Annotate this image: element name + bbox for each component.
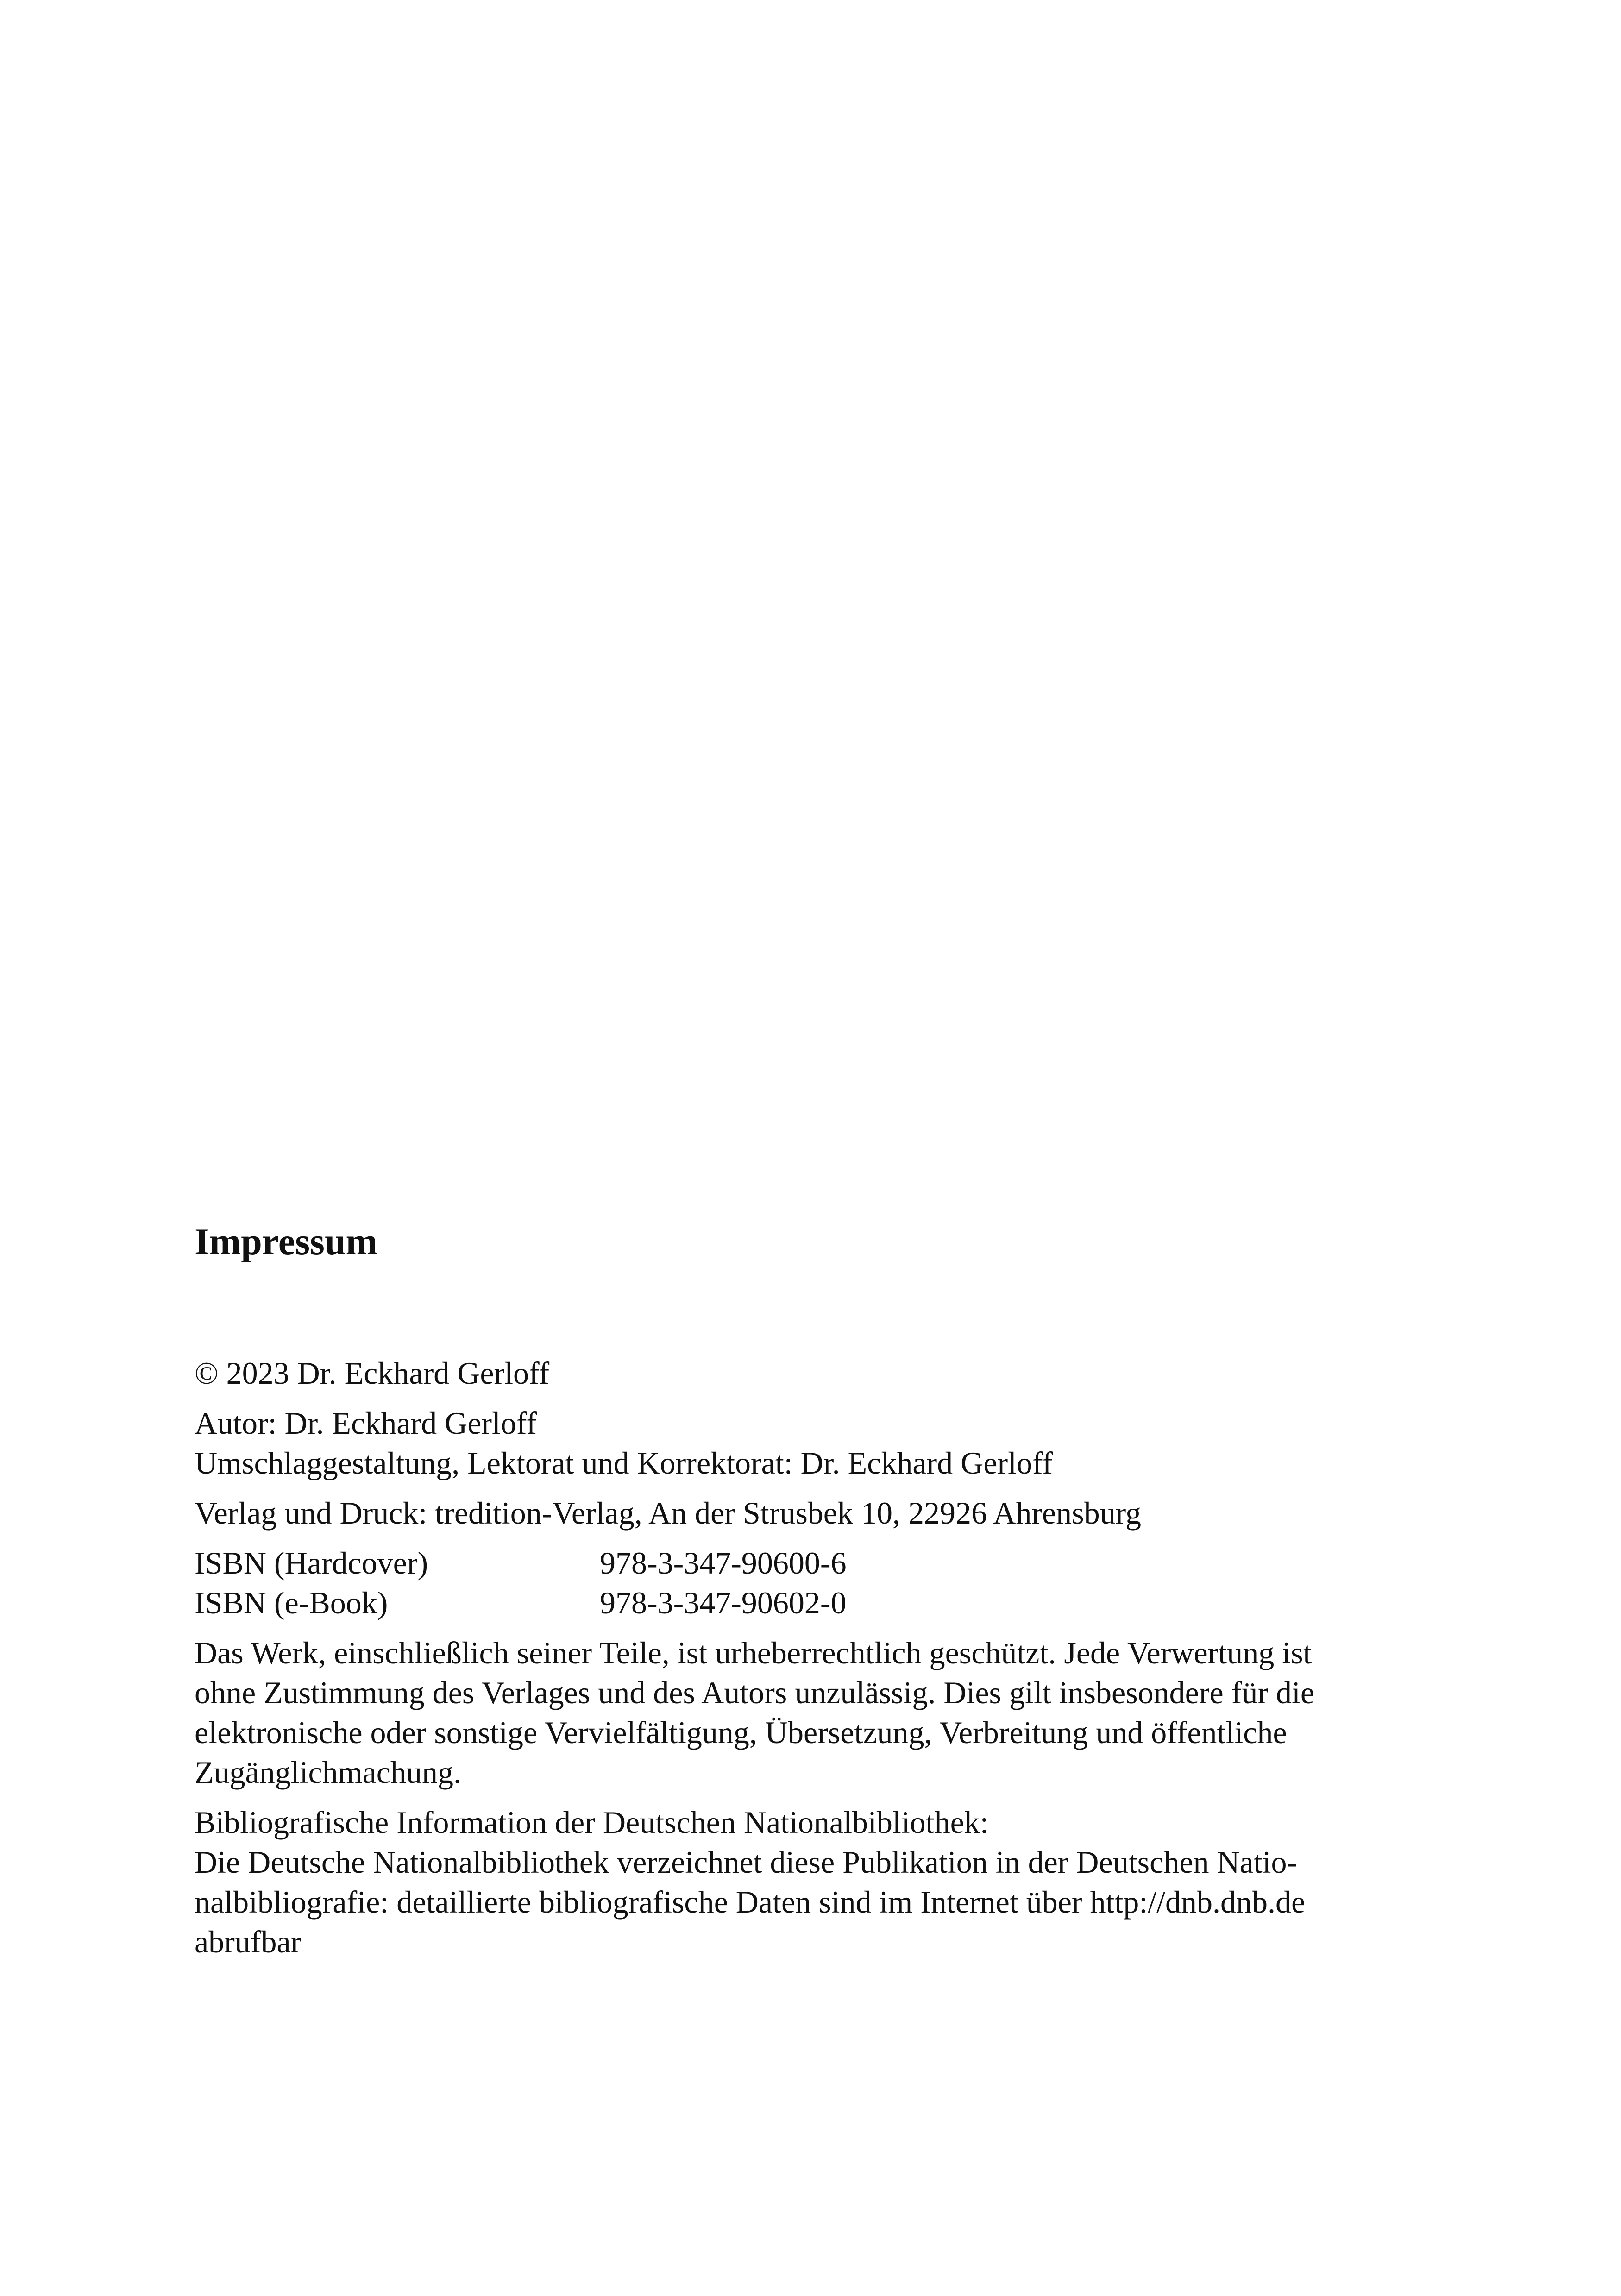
bibliography-line: Die Deutsche Nationalbibliothek verzeichnet diese Publikation in der Deutschen Natio-	[195, 1844, 1298, 1880]
cover-editing-line: Umschlaggestaltung, Lektorat und Korrektorat: Dr. Eckhard Gerloff	[195, 1445, 1053, 1480]
rights-line: elektronische oder sonstige Vervielfältigung, Übersetzung, Verbreitung und öffentliche	[195, 1715, 1287, 1750]
copyright-block	[195, 1353, 1445, 1393]
page-title: Impressum	[195, 1220, 377, 1262]
bibliography-line: abrufbar	[195, 1924, 302, 1959]
isbn-label: ISBN (Hardcover)	[195, 1545, 428, 1581]
rights-line: Das Werk, einschließlich seiner Teile, ist urheberrechtlich geschützt. Jede Verwertung ist	[195, 1635, 1312, 1670]
copyright-line: © 2023 Dr. Eckhard Gerloff	[195, 1355, 550, 1391]
credits-block	[195, 1403, 1445, 1483]
bibliography-line: nalbibliografie: detaillierte bibliografische Daten sind im Internet über http://dnb.dnb.de	[195, 1884, 1306, 1920]
rights-block	[195, 1633, 1445, 1792]
bibliography-heading: Bibliografische Information der Deutschen Nationalbibliothek:	[195, 1805, 989, 1840]
isbn-row-hardcover	[195, 1543, 1445, 1583]
bibliography-block	[195, 1802, 1445, 1962]
isbn-label: ISBN (e-Book)	[195, 1585, 388, 1620]
rights-line: Zugänglichmachung.	[195, 1755, 461, 1790]
isbn-value: 978-3-347-90602-0	[600, 1585, 847, 1620]
publisher-line: Verlag und Druck: tredition-Verlag, An der Strusbek 10, 22926 Ahrensburg	[195, 1495, 1142, 1531]
isbn-block	[195, 1543, 1445, 1623]
imprint-content	[195, 1220, 1445, 1972]
rights-line: ohne Zustimmung des Verlages und des Autors unzulässig. Dies gilt insbesondere für die	[195, 1675, 1315, 1710]
isbn-row-ebook	[195, 1583, 1445, 1623]
publisher-block	[195, 1493, 1445, 1533]
author-line: Autor: Dr. Eckhard Gerloff	[195, 1405, 537, 1441]
isbn-value: 978-3-347-90600-6	[600, 1545, 847, 1581]
